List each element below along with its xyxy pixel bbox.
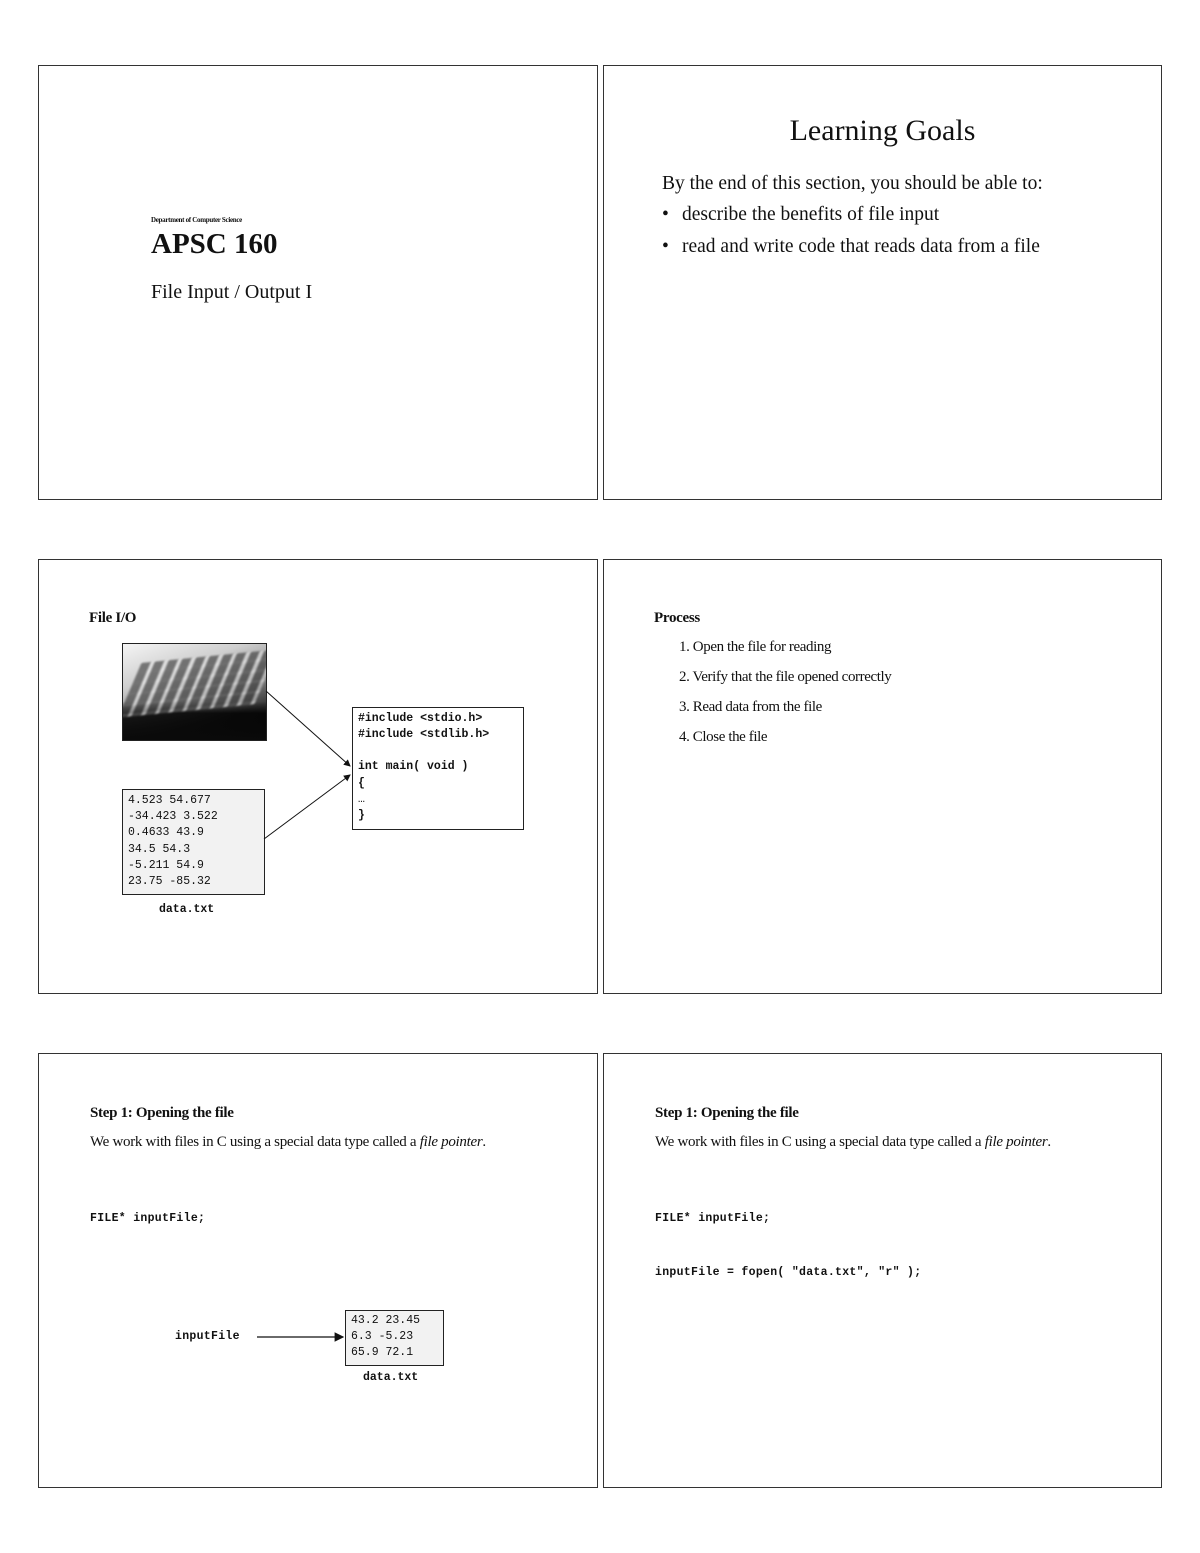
code-line: … [358, 792, 365, 806]
slide-process [603, 559, 1162, 994]
arrow-file-to-code [264, 775, 350, 839]
code-line: int main( void ) [358, 760, 469, 774]
slide-heading: Step 1: Opening the file [90, 1105, 234, 1121]
goal-text: describe the benefits of file input [682, 204, 940, 225]
data-line: 23.75 -85.32 [128, 875, 211, 889]
slide-learning-goals [603, 65, 1162, 500]
department-label: Department of Computer Science [151, 216, 242, 224]
code-line: FILE* inputFile; [90, 1212, 206, 1225]
slide-file-io [38, 559, 598, 994]
data-line: -34.423 3.522 [128, 810, 218, 824]
data-file-box [122, 789, 265, 895]
code-line [358, 743, 518, 759]
slide-heading: File I/O [89, 610, 137, 626]
data-file-caption: data.txt [159, 903, 215, 916]
keyboard-keys-graphic [122, 649, 267, 717]
code-line: FILE* inputFile; [655, 1212, 771, 1225]
goal-item [662, 236, 1040, 258]
data-line: 0.4633 43.9 [128, 826, 204, 840]
data-line: 43.2 23.45 [351, 1314, 421, 1327]
process-step: 3. Read data from the file [679, 699, 822, 715]
goal-item [662, 204, 939, 226]
course-title: APSC 160 [151, 228, 278, 260]
slide-step1-fopen [603, 1053, 1162, 1488]
slide-step1-diagram [38, 1053, 598, 1488]
bullet-icon: • [662, 236, 669, 257]
slide-title [38, 65, 598, 500]
lecture-subtitle: File Input / Output I [151, 281, 313, 303]
bullet-icon: • [662, 204, 669, 225]
data-line: 65.9 72.1 [351, 1346, 414, 1360]
arrow-keyboard-to-code [266, 691, 350, 766]
emphasis-term: file pointer [984, 1134, 1048, 1150]
goal-text: read and write code that reads data from a file [682, 236, 1040, 257]
slide-heading: Step 1: Opening the file [655, 1105, 799, 1121]
code-line: } [358, 809, 365, 823]
code-line: { [358, 776, 365, 790]
process-step: 2. Verify that the file opened correctly [679, 669, 892, 685]
data-line: 34.5 54.3 [128, 842, 191, 856]
slide-body-text: We work with files in C using a special data type called a file pointer. [90, 1134, 486, 1150]
slide-heading: Learning Goals [789, 114, 976, 147]
code-line: #include <stdlib.h> [358, 728, 490, 742]
data-file-box [345, 1310, 444, 1366]
data-file-caption: data.txt [363, 1371, 419, 1384]
slide-heading: Process [654, 610, 700, 626]
code-box [352, 707, 524, 830]
slide-body-text: We work with files in C using a special data type called a file pointer. [655, 1134, 1051, 1150]
data-line: 4.523 54.677 [128, 794, 211, 807]
data-line: -5.211 54.9 [128, 858, 204, 872]
keyboard-image [122, 643, 267, 741]
data-line: 6.3 -5.23 [351, 1330, 414, 1344]
emphasis-term: file pointer [419, 1134, 483, 1150]
goals-intro: By the end of this section, you should be able to: [662, 173, 1043, 194]
code-line: #include <stdio.h> [358, 712, 483, 725]
process-step: 4. Close the file [679, 729, 768, 745]
process-step: 1. Open the file for reading [679, 639, 832, 655]
code-line: inputFile = fopen( "data.txt", "r" ); [655, 1266, 922, 1279]
pointer-label: inputFile [175, 1330, 240, 1343]
